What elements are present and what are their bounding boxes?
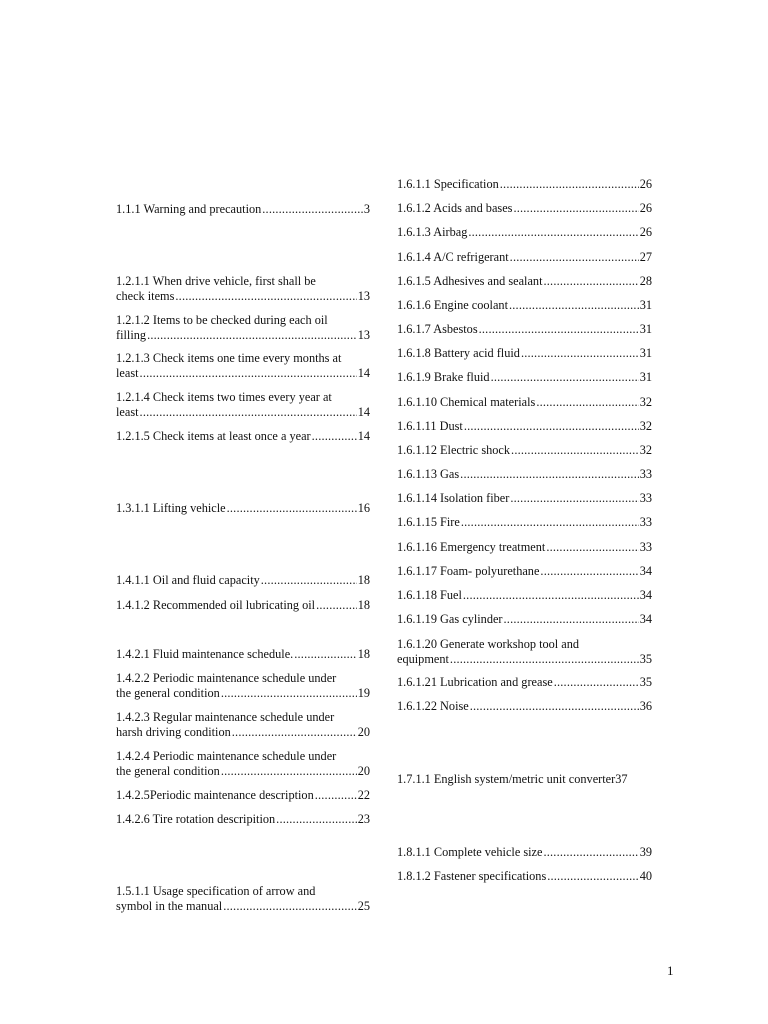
toc-page-number: 33 bbox=[639, 467, 652, 481]
dot-leader bbox=[546, 540, 638, 555]
toc-entry[interactable] bbox=[397, 298, 652, 313]
toc-entry-title: 1.5.1.1 Usage specification of arrow and bbox=[116, 884, 316, 898]
toc-entry-title: 1.6.1.13 Gas bbox=[397, 467, 460, 481]
toc-entry[interactable] bbox=[397, 845, 652, 860]
toc-entry-title: 1.4.2.3 Regular maintenance schedule under bbox=[116, 710, 335, 724]
toc-page-number: 13 bbox=[357, 327, 370, 342]
dot-leader bbox=[504, 612, 639, 627]
toc-entry[interactable] bbox=[397, 346, 652, 361]
dot-leader bbox=[536, 395, 638, 410]
toc-entry[interactable] bbox=[116, 671, 370, 700]
dot-leader bbox=[147, 328, 357, 343]
dot-leader bbox=[463, 588, 639, 603]
toc-entry[interactable] bbox=[397, 515, 652, 530]
toc-entry-title: 1.6.1.5 Adhesives and sealant bbox=[397, 274, 543, 288]
toc-entry-title: 1.2.1.1 When drive vehicle, first shall be bbox=[116, 274, 316, 288]
dot-leader bbox=[543, 845, 638, 860]
toc-entry[interactable] bbox=[397, 564, 652, 579]
toc-page-number: 37 bbox=[615, 772, 628, 786]
toc-entry[interactable] bbox=[116, 647, 370, 662]
toc-entry-title-continued: filling bbox=[116, 327, 147, 342]
toc-entry-title: 1.6.1.1 Specification bbox=[397, 177, 499, 191]
toc-page-number: 13 bbox=[357, 288, 370, 303]
toc-entry[interactable] bbox=[397, 699, 652, 714]
toc-page-number: 33 bbox=[639, 515, 652, 529]
toc-entry-title: 1.6.1.10 Chemical materials bbox=[397, 395, 536, 409]
toc-page-number: 26 bbox=[639, 201, 652, 215]
dot-leader bbox=[221, 764, 357, 779]
toc-page-number: 31 bbox=[639, 322, 652, 336]
dot-leader bbox=[175, 289, 356, 304]
dot-leader bbox=[316, 598, 357, 613]
toc-entry-title: 1.6.1.12 Electric shock bbox=[397, 443, 511, 457]
dot-leader bbox=[510, 491, 638, 506]
dot-leader bbox=[276, 812, 357, 827]
toc-page-number: 31 bbox=[639, 370, 652, 384]
toc-page-number: 39 bbox=[639, 845, 652, 859]
toc-entry-title: 1.2.1.4 Check items two times every year at bbox=[116, 390, 332, 404]
toc-entry-title-continued: equipment bbox=[397, 651, 449, 666]
toc-entry-title: 1.6.1.19 Gas cylinder bbox=[397, 612, 503, 626]
dot-leader bbox=[464, 419, 639, 434]
toc-entry[interactable] bbox=[116, 710, 370, 739]
toc-entry-title-continued: check items bbox=[116, 288, 175, 303]
dot-leader bbox=[468, 225, 638, 240]
toc-entry-title: 1.2.1.5 Check items at least once a year bbox=[116, 429, 311, 443]
toc-entry[interactable] bbox=[397, 225, 652, 240]
toc-entry-title-continued: the general condition bbox=[116, 685, 220, 700]
toc-entry-title: 1.6.1.9 Brake fluid bbox=[397, 370, 490, 384]
dot-leader bbox=[461, 515, 639, 530]
toc-entry-title: 1.6.1.3 Airbag bbox=[397, 225, 468, 239]
dot-leader bbox=[547, 869, 638, 884]
toc-entry-title: 1.4.2.5Periodic maintenance description bbox=[116, 788, 314, 802]
toc-page-number: 35 bbox=[639, 651, 652, 666]
toc-entry[interactable] bbox=[397, 637, 652, 666]
toc-entry-title: 1.4.1.1 Oil and fluid capacity bbox=[116, 573, 260, 587]
toc-entry-title: 1.6.1.2 Acids and bases bbox=[397, 201, 513, 215]
toc-entry[interactable] bbox=[397, 250, 652, 265]
toc-entry-title: 1.1.1 Warning and precaution bbox=[116, 202, 262, 216]
toc-entry[interactable] bbox=[397, 395, 652, 410]
toc-page-number: 40 bbox=[639, 869, 652, 883]
toc-entry-title: 1.6.1.18 Fuel bbox=[397, 588, 462, 602]
toc-entry-title: 1.4.2.6 Tire rotation descripition bbox=[116, 812, 276, 826]
toc-entry-title: 1.4.2.1 Fluid maintenance schedule. bbox=[116, 647, 294, 661]
dot-leader bbox=[312, 429, 357, 444]
toc-page-number: 35 bbox=[639, 675, 652, 689]
dot-leader bbox=[223, 899, 356, 914]
toc-page-number: 14 bbox=[357, 429, 370, 443]
toc-entry[interactable] bbox=[397, 322, 652, 337]
dot-leader bbox=[500, 177, 639, 192]
toc-entry[interactable] bbox=[397, 274, 652, 289]
toc-entry[interactable] bbox=[116, 598, 370, 613]
toc-entry[interactable] bbox=[116, 884, 370, 913]
toc-page-number: 32 bbox=[639, 443, 652, 457]
toc-entry[interactable] bbox=[116, 202, 370, 217]
dot-leader bbox=[221, 686, 357, 701]
dot-leader bbox=[262, 202, 363, 217]
toc-entry[interactable] bbox=[116, 788, 370, 803]
toc-entry-title: 1.2.1.3 Check items one time every months at bbox=[116, 351, 342, 365]
toc-entry[interactable] bbox=[397, 419, 652, 434]
toc-entry-title: 1.4.1.2 Recommended oil lubricating oil bbox=[116, 598, 316, 612]
toc-page-number: 26 bbox=[639, 177, 652, 191]
toc-page-number: 20 bbox=[357, 724, 370, 739]
dot-leader bbox=[554, 675, 639, 690]
toc-page-number: 19 bbox=[357, 685, 370, 700]
toc-entry-title: 1.3.1.1 Lifting vehicle bbox=[116, 501, 226, 515]
toc-page-number: 34 bbox=[639, 564, 652, 578]
toc-entry[interactable] bbox=[397, 869, 652, 884]
toc-page-number: 18 bbox=[357, 573, 370, 587]
toc-page-number: 34 bbox=[639, 612, 652, 626]
dot-leader bbox=[491, 370, 639, 385]
toc-entry[interactable] bbox=[397, 177, 652, 192]
toc-entry[interactable] bbox=[397, 370, 652, 385]
toc-page-number: 31 bbox=[639, 346, 652, 360]
toc-entry[interactable] bbox=[397, 588, 652, 603]
toc-entry-title: 1.6.1.14 Isolation fiber bbox=[397, 491, 510, 505]
toc-entry-title: 1.6.1.17 Foam- polyurethane bbox=[397, 564, 540, 578]
toc-page-number: 33 bbox=[639, 491, 652, 505]
dot-leader bbox=[479, 322, 639, 337]
toc-entry[interactable] bbox=[397, 491, 652, 506]
toc-page-number: 36 bbox=[639, 699, 652, 713]
toc-entry-title-continued: least bbox=[116, 365, 139, 380]
dot-leader bbox=[450, 652, 639, 667]
toc-page-number: 20 bbox=[357, 763, 370, 778]
dot-leader bbox=[140, 405, 357, 420]
toc-page-number: 34 bbox=[639, 588, 652, 602]
toc-page-number: 22 bbox=[357, 788, 370, 802]
toc-entry-title: 1.6.1.16 Emergency treatment bbox=[397, 540, 546, 554]
toc-entry-title-continued: harsh driving condition bbox=[116, 724, 231, 739]
toc-entry[interactable] bbox=[116, 351, 370, 380]
toc-entry[interactable] bbox=[116, 749, 370, 778]
toc-entry[interactable] bbox=[116, 313, 370, 342]
toc-page-number: 31 bbox=[639, 298, 652, 312]
toc-entry[interactable] bbox=[397, 540, 652, 555]
toc-entry-title: 1.2.1.2 Items to be checked during each oil bbox=[116, 313, 328, 327]
toc-entry[interactable] bbox=[397, 772, 652, 787]
toc-page-number: 25 bbox=[357, 898, 370, 913]
toc-entry[interactable] bbox=[397, 675, 652, 690]
toc-entry[interactable] bbox=[397, 201, 652, 216]
toc-entry-title: 1.8.1.2 Fastener specifications bbox=[397, 869, 547, 883]
dot-leader bbox=[232, 725, 357, 740]
toc-entry-title-continued: the general condition bbox=[116, 763, 220, 778]
toc-entry[interactable] bbox=[397, 467, 652, 482]
toc-entry-title-continued: symbol in the manual bbox=[116, 898, 223, 913]
dot-leader bbox=[315, 788, 357, 803]
dot-leader bbox=[521, 346, 639, 361]
toc-entry-title: 1.6.1.20 Generate workshop tool and bbox=[397, 637, 580, 651]
toc-page-number: 27 bbox=[639, 250, 652, 264]
dot-leader bbox=[294, 647, 356, 662]
dot-leader bbox=[227, 501, 357, 516]
toc-entry-title: 1.6.1.11 Dust bbox=[397, 419, 463, 433]
dot-leader bbox=[470, 699, 639, 714]
toc-entry-title: 1.4.2.2 Periodic maintenance schedule under bbox=[116, 671, 337, 685]
toc-page-number: 28 bbox=[639, 274, 652, 288]
dot-leader bbox=[513, 201, 638, 216]
toc-entry-title: 1.4.2.4 Periodic maintenance schedule under bbox=[116, 749, 337, 763]
toc-entry-title: 1.6.1.7 Asbestos bbox=[397, 322, 478, 336]
toc-entry-title: 1.6.1.21 Lubrication and grease bbox=[397, 675, 553, 689]
toc-entry-title: 1.6.1.6 Engine coolant bbox=[397, 298, 508, 312]
toc-entry[interactable] bbox=[116, 429, 370, 444]
toc-entry-title-continued: least bbox=[116, 404, 139, 419]
dot-leader bbox=[511, 443, 639, 458]
toc-page-number: 18 bbox=[357, 647, 370, 661]
toc-page-number: 33 bbox=[639, 540, 652, 554]
toc-page-number: 32 bbox=[639, 395, 652, 409]
dot-leader bbox=[510, 250, 639, 265]
toc-entry-title: 1.6.1.15 Fire bbox=[397, 515, 460, 529]
dot-leader bbox=[544, 274, 639, 289]
toc-entry[interactable] bbox=[116, 812, 370, 827]
toc-page-number: 3 bbox=[363, 202, 370, 216]
toc-page-number: 23 bbox=[357, 812, 370, 826]
toc-entry-title: 1.8.1.1 Complete vehicle size bbox=[397, 845, 543, 859]
page-number: 1 bbox=[667, 963, 674, 978]
toc-entry[interactable] bbox=[116, 573, 370, 588]
toc-page-number: 14 bbox=[357, 365, 370, 380]
dot-leader bbox=[509, 298, 639, 313]
toc-entry-title: 1.6.1.22 Noise bbox=[397, 699, 469, 713]
toc-entry[interactable] bbox=[397, 443, 652, 458]
dot-leader bbox=[261, 573, 357, 588]
toc-entry-title: 1.6.1.8 Battery acid fluid bbox=[397, 346, 520, 360]
toc-page-number: 26 bbox=[639, 225, 652, 239]
toc-entry[interactable] bbox=[116, 274, 370, 303]
toc-entry-title: 1.7.1.1 English system/metric unit converter bbox=[397, 772, 616, 786]
toc-page-number: 32 bbox=[639, 419, 652, 433]
toc-page-number: 14 bbox=[357, 404, 370, 419]
toc-entry[interactable] bbox=[116, 501, 370, 516]
toc-page-number: 16 bbox=[357, 501, 370, 515]
toc-page-number: 18 bbox=[357, 598, 370, 612]
toc-entry[interactable] bbox=[397, 612, 652, 627]
dot-leader bbox=[540, 564, 638, 579]
toc-entry[interactable] bbox=[116, 390, 370, 419]
toc-entry-title: 1.6.1.4 A/C refrigerant bbox=[397, 250, 509, 264]
dot-leader bbox=[140, 366, 357, 381]
dot-leader bbox=[460, 467, 639, 482]
